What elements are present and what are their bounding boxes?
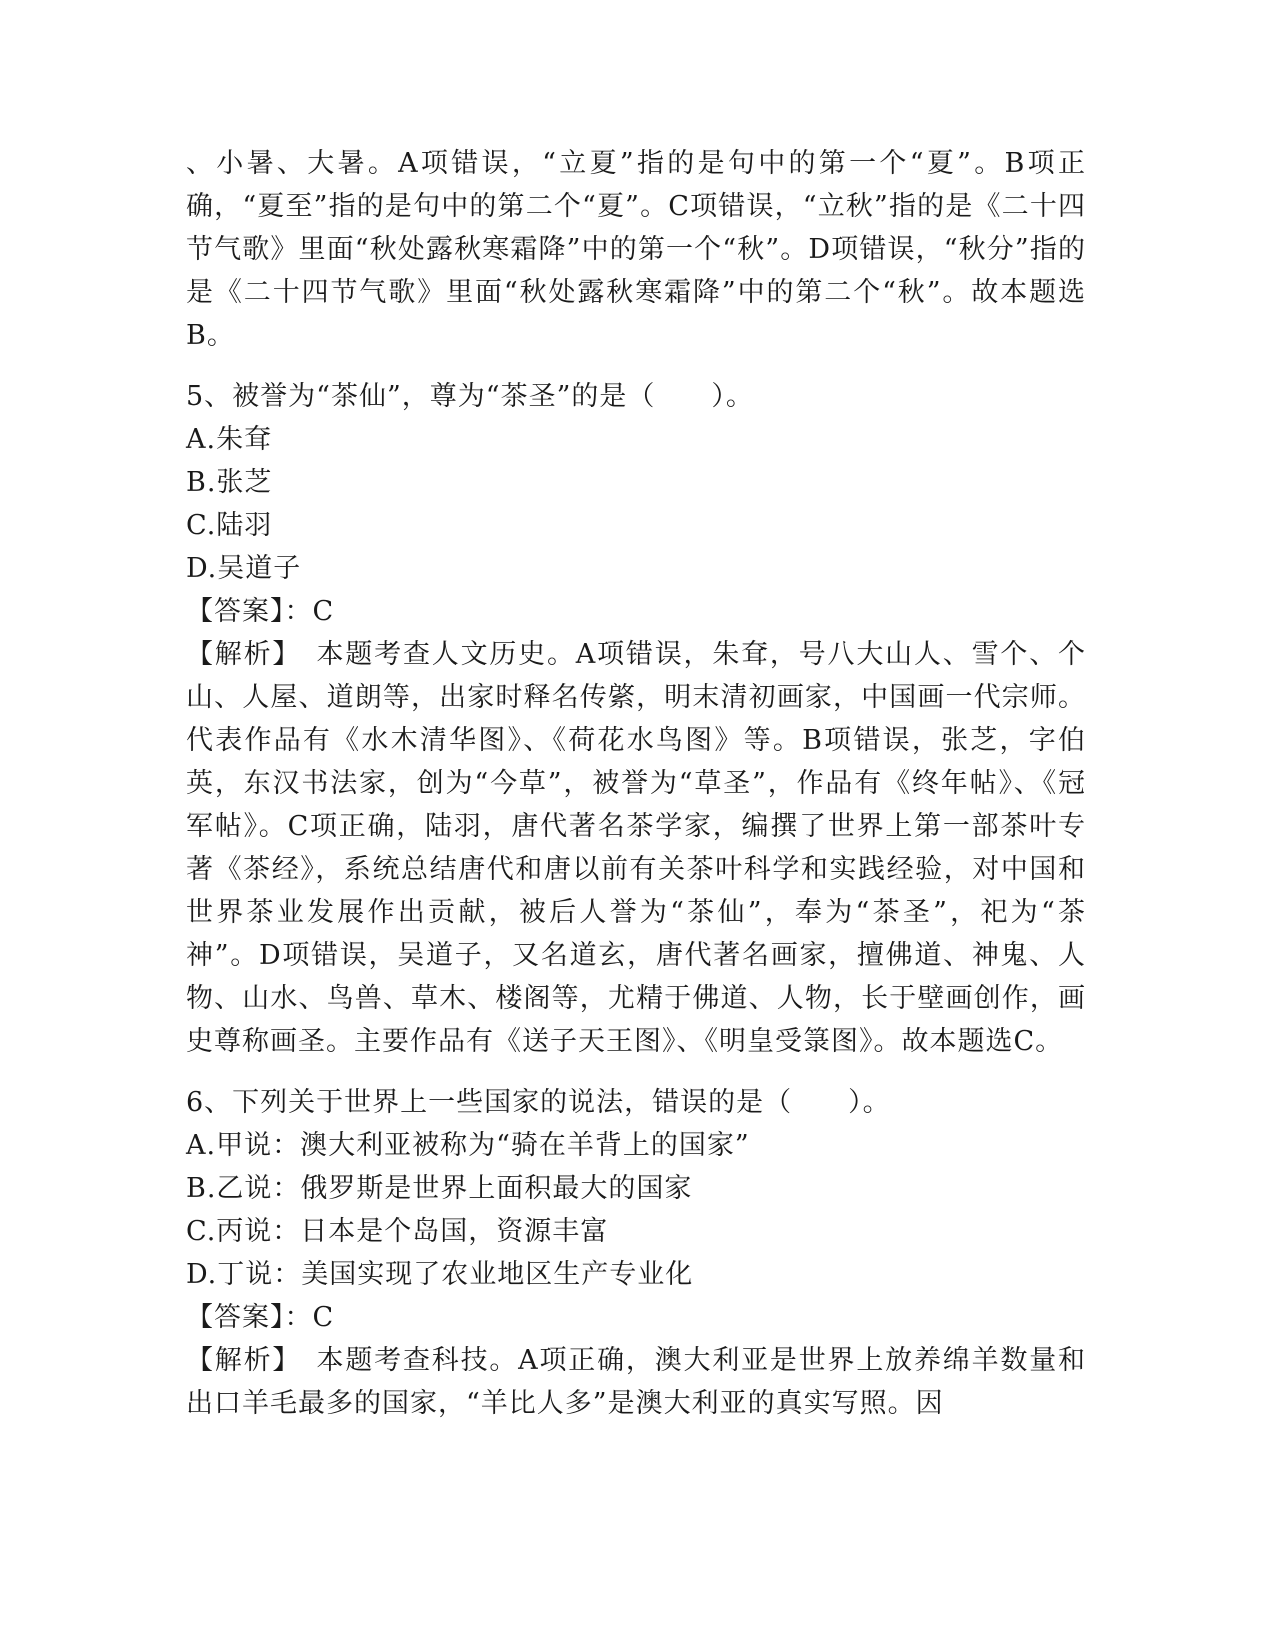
question-6-option-a: A.甲说：澳大利亚被称为“骑在羊背上的国家” xyxy=(186,1130,750,1161)
question-5 xyxy=(186,375,1086,1063)
question-5-stem: 5、被誉为“茶仙”，尊为“茶圣”的是（ ）。 xyxy=(186,381,754,412)
question-5-option-c: C.陆羽 xyxy=(186,510,273,541)
question-6-stem: 6、下列关于世界上一些国家的说法，错误的是（ ）。 xyxy=(186,1087,891,1118)
spacer xyxy=(186,1063,1086,1081)
spacer xyxy=(186,357,1086,375)
question-6-analysis: 【解析】 本题考查科技。A项正确，澳大利亚是世界上放养绵羊数量和出口羊毛最多的国家，“羊比人多”是澳大利亚的真实写照。因 xyxy=(186,1345,1086,1419)
question-5-option-d: D.吴道子 xyxy=(186,553,302,584)
previous-analysis-tail: 、小暑、大暑。A项错误，“立夏”指的是句中的第一个“夏”。B项正确，“夏至”指的是句中的第二个“夏”。C项错误，“立秋”指的是《二十四节气歌》里面“秋处露秋寒霜降”中的第一个“秋”。D项错误，“秋分”指的是《二十四节气歌》里面“秋处露秋寒霜降”中的第二个“秋”。故本题选B。 xyxy=(186,148,1086,351)
question-6-answer: 【答案】：C xyxy=(186,1302,335,1333)
question-5-answer: 【答案】：C xyxy=(186,596,335,627)
question-6-option-b: B.乙说：俄罗斯是世界上面积最大的国家 xyxy=(186,1173,693,1204)
question-6-option-d: D.丁说：美国实现了农业地区生产专业化 xyxy=(186,1259,694,1290)
question-5-analysis: 【解析】 本题考查人文历史。A项错误，朱耷，号八大山人、雪个、个山、人屋、道朗等，出家时释名传綮，明末清初画家，中国画一代宗师。代表作品有《水木清华图》、《荷花水鸟图》等。B项错误，张芝，字伯英，东汉书法家，创为“今草”，被誉为“草圣”，作品有《终年帖》、《冠军帖》。C项正确，陆羽，唐代著名茶学家，编撰了世界上第一部茶叶专著《茶经》，系统总结唐代和唐以前有关茶叶科学和实践经验，对中国和世界茶业发展作出贡献，被后人誉为“茶仙”，奉为“茶圣”，祀为“茶神”。D项错误，吴道子，又名道玄，唐代著名画家，擅佛道、神鬼、人物、山水、鸟兽、草木、楼阁等，尤精于佛道、人物，长于壁画创作，画史尊称画圣。主要作品有《送子天王图》、《明皇受箓图》。故本题选C。 xyxy=(186,639,1086,1057)
question-5-option-a: A.朱耷 xyxy=(186,424,273,455)
question-5-option-b: B.张芝 xyxy=(186,467,273,498)
question-6-option-c: C.丙说：日本是个岛国，资源丰富 xyxy=(186,1216,609,1247)
document-page xyxy=(186,142,1086,1425)
question-6 xyxy=(186,1081,1086,1425)
